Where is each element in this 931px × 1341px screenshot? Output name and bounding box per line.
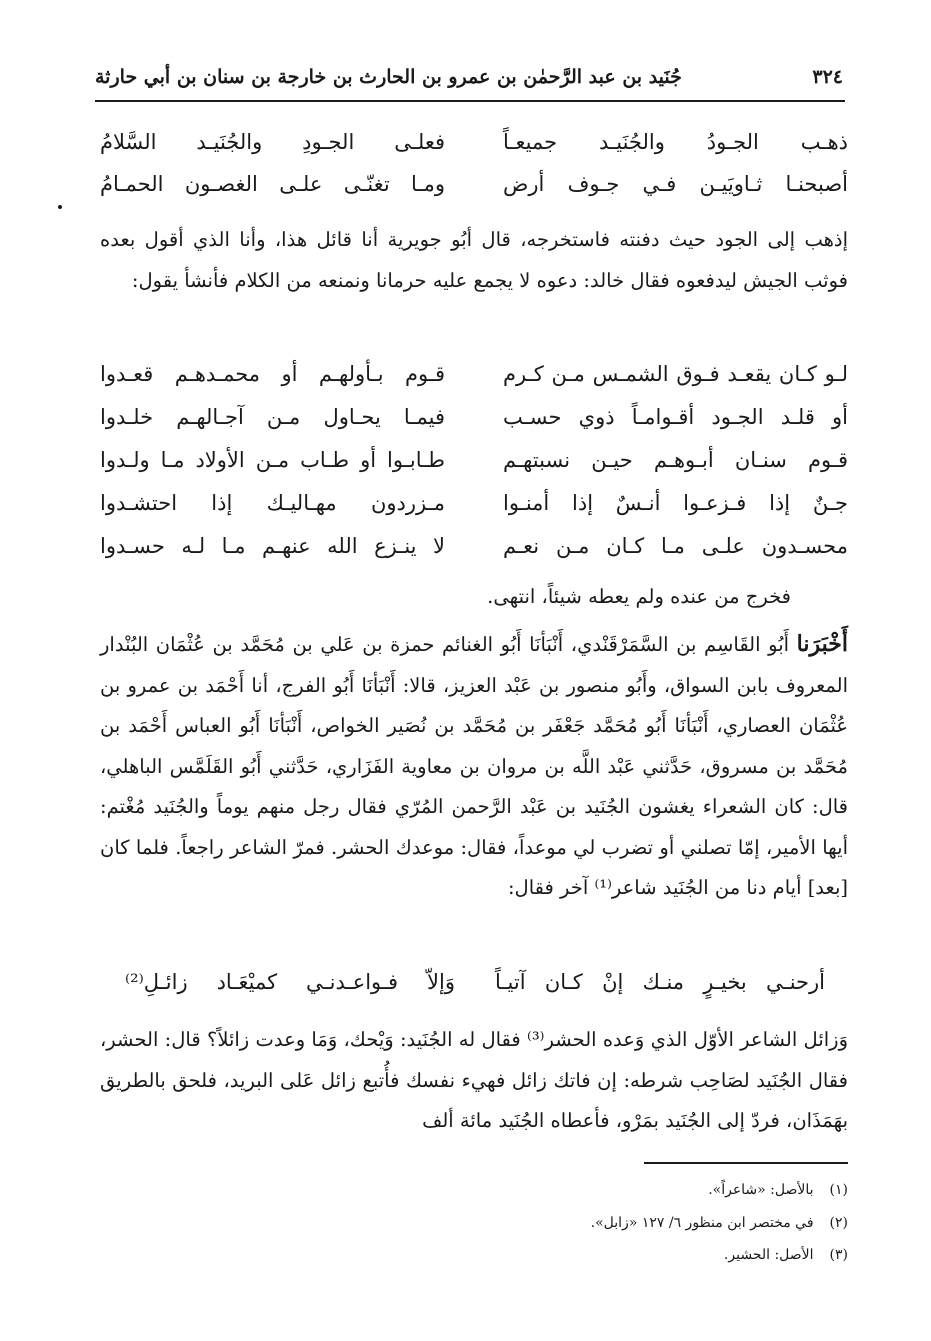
verse-hemistich-first: أرحنـي بخيـرٍ منـك إنْ كـان آتيـاً [495,970,825,994]
page-header [95,60,843,96]
paragraph-text: أَبُو القَاسِم بن السَّمَرْقَنْدي، أَنْبَأنَا أَبُو الغنائم حمزة بن عَلي بن مُحَمَّد بن عُثْمَان البُنْدار المعروف بابن السواق، وأَبُو منصور بن عَبْد العزيز، قالا: أَنْبَأنَا أَبُو الفرج، أنا أَحْمَد بن عمرو بن عُثْمَان العصاري، أَنْبَأنَا أَبُو مُحَمَّد جَعْفَر بن مُحَمَّد بن نُصَير الخواص، أَنْبَأنَا أَبُو العباس أَحْمَد بن مُحَمَّد بن مسروق، حَدَّثني عَبْد اللَّه بن مروان بن معاوية الفَزَاري، حَدَّثني أَبُو القَلَمَّس الباهلي، قال: كان الشعراء يغشون الجُنَيد بن عَبْد الرَّحمن المُرّي فقال رجل منهم يوماً والجُنَيد مُغْتم: أيها الأمير، إمّا تصلني أو تضرب لي موعداً، فقال: موعدك الحشر. فمرّ الشاعر راجعاً. فلما كان [بعد] أيام دنا من الجُنَيد شاعر⁽¹⁾ آخر فقال: [100,633,848,899]
footnote-number: (١) [829,1182,848,1198]
verse-hemistich-first: محسـدون علـى مـا كـان مـن نعـم [503,534,848,558]
verse-line [100,491,848,521]
footnote-text: الأصل: الحشير. [723,1247,814,1263]
verse-hemistich-first: جـنٌ إذا فـزعـوا أنـسٌ إذا أمنـوا [503,491,848,515]
verse-line [100,362,848,392]
verse-line [100,405,848,435]
paragraph: فخرج من عنده ولم يعطه شيئاً، انتهى. [487,585,791,608]
page-number: ٣٢٤ [812,66,843,88]
verse-hemistich-second: فيمـا يحـاول مـن آجـالهـم خلـدوا [100,405,445,429]
footnote [708,1182,848,1198]
verse-line [125,970,825,1000]
stray-mark [58,205,62,209]
paragraph: وَزائل الشاعر الأوّل الذي وَعده الحشر⁽³⁾ فقال له الجُنَيد: وَيْحك، وَمَا وعدت زائلاً؟ قال: الحشر، فقال الجُنَيد لصَاحِب شرطه: إن فاتك زائل فهيء نفسك فأُتبع زائل عَلى البريد، فلحق بالطريق بهَمَذَان، فردّ إلى الجُنَيد بمَرْو، فأعطاه الجُنَيد مائة ألف [100,1028,848,1132]
verse-hemistich-second: فعلـى الجـودِ والجُنَيـد السَّلامُ [100,130,445,154]
verse-hemistich-second: مـزردون مهـاليـك إذا احتشـدوا [100,491,445,515]
verse-hemistich-second: وَإلاّ فـواعـدنـي كميْعَـاد زائـلِ⁽²⁾ [125,970,455,994]
footnote-number: (٢) [829,1215,848,1231]
verse-hemistich-second: ومـا تغنّـى علـى الغصـون الحمـامُ [100,172,445,196]
verse-line [100,172,848,202]
verse-hemistich-first: أصبحنـا ثـاويَيـن فـي جـوف أرض [503,172,848,196]
footnote-rule [644,1162,848,1164]
footnote-text: بالأصل: «شاعراً». [708,1182,814,1198]
footnote [724,1247,848,1263]
verse-hemistich-first: أو قلـد الجـود أقـوامـاً ذوي حسـب [503,405,848,429]
footnote [591,1215,848,1231]
verse-hemistich-second: طـابـوا أو طـاب مـن الأولاد مـا ولـدوا [100,448,445,472]
verse-line [100,130,848,160]
verse-hemistich-first: ذهـب الجـودُ والجُنَيـد جميعـاً [503,130,848,154]
paragraph-lead: أَخْبَرَنا [796,631,848,657]
running-title: جُنَيد بن عبد الرَّحمٰن بن عمرو بن الحارث بن خارجة بن سنان بن أبي حارثة [95,66,682,88]
verse-hemistich-first: قـوم سنـان أبـوهـم حيـن نسبتهـم [503,448,848,472]
header-rule [95,100,845,102]
footnote-text: في مختصر ابن منظور ٦/ ١٢٧ «زابل». [590,1215,814,1231]
isnad-paragraph [100,624,848,909]
verse-hemistich-second: لا ينـزع الله عنهـم مـا لـه حسـدوا [100,534,445,558]
footnote-number: (٣) [829,1247,848,1263]
verse-hemistich-second: قـوم بـأولهـم أو محمـدهـم قعـدوا [100,362,445,386]
paragraph: إذهب إلى الجود حيث دفنته فاستخرجه، قال أبُو جويرية أنا قائل هذا، وأنا الذي أقول بعده فوثب الجيش ليدفعوه فقال خالد: دعوه لا يجمع عليه حرمانا ونمنعه من الكلام فأنشأ يقول: [100,228,848,292]
verse-hemistich-first: لـو كـان يقعـد فـوق الشمـس مـن كـرم [503,362,848,386]
verse-line [100,534,848,564]
verse-line [100,448,848,478]
